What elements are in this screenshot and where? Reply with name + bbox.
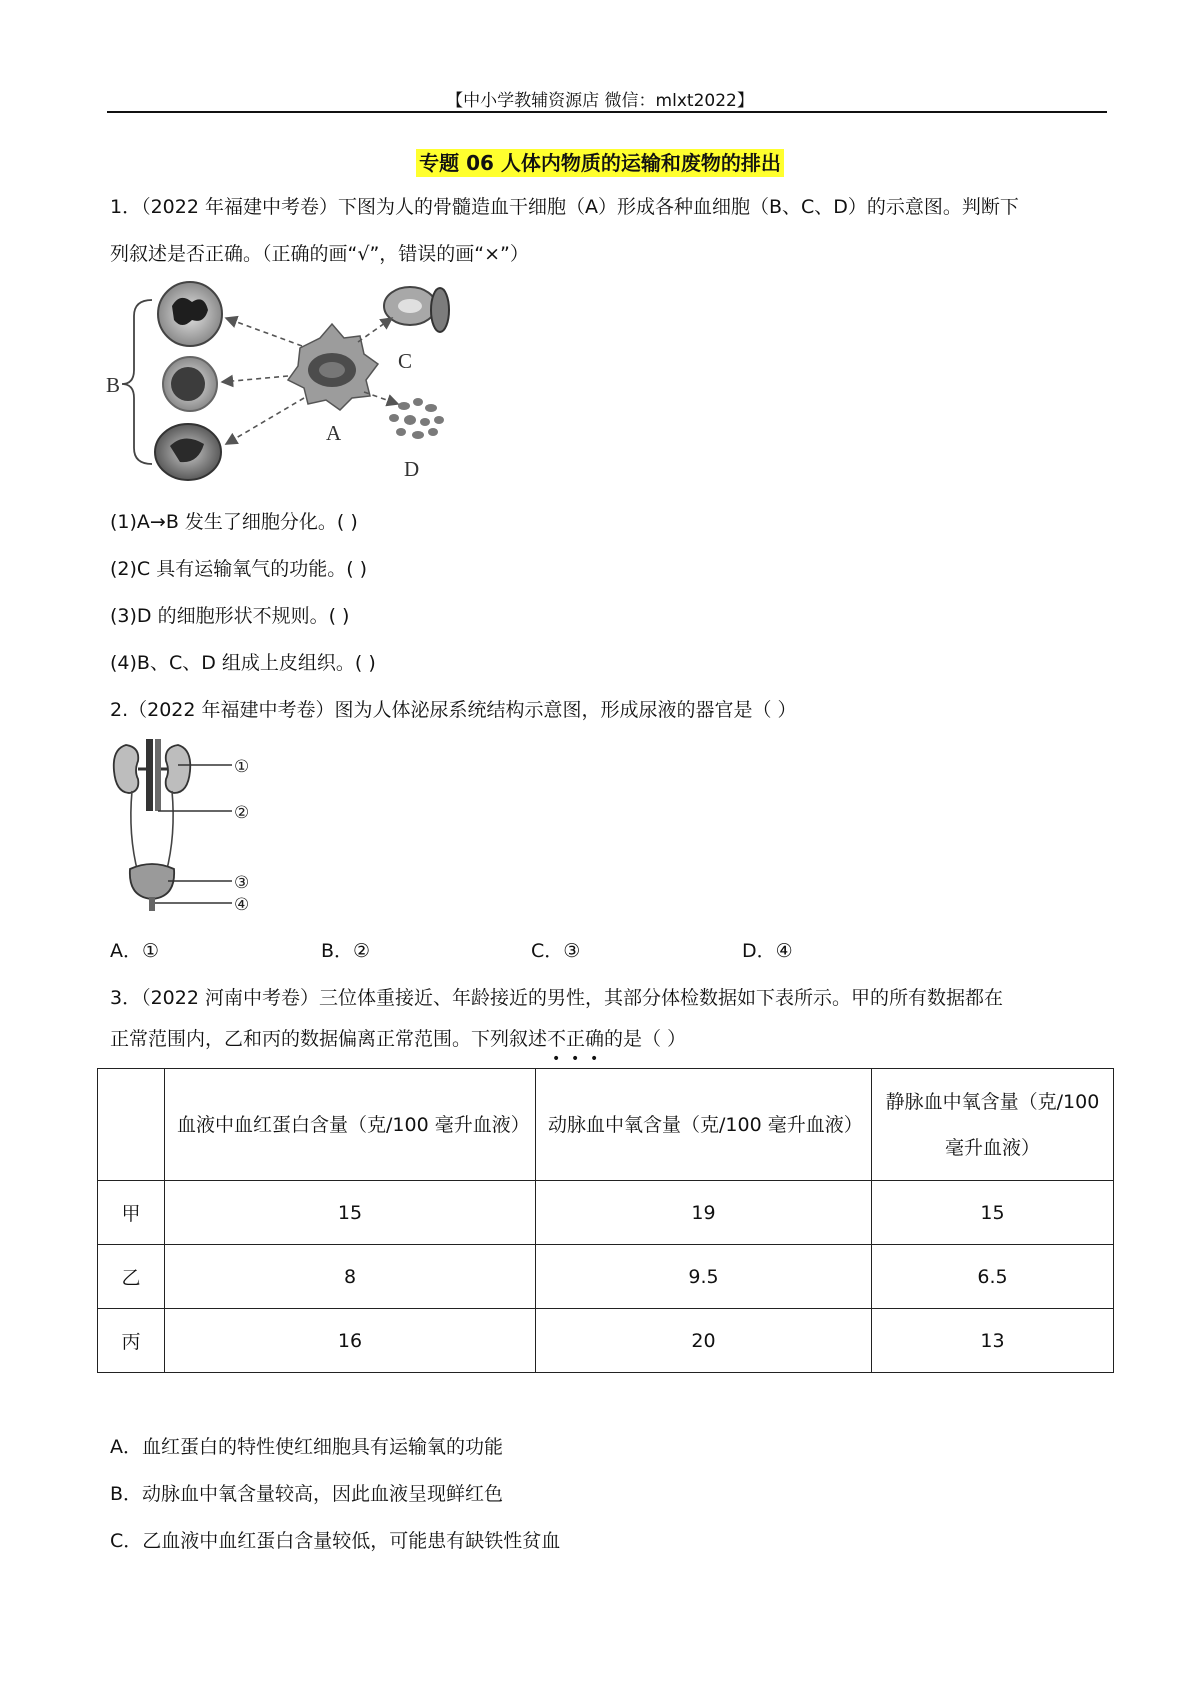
table-header-cell: 静脉血中氧含量（克/100 毫升血液） [872,1069,1114,1181]
table-cell: 15 [165,1181,536,1245]
q1-item-4: (4)B、C、D 组成上皮组织。( ) [110,652,376,674]
title-wrapper [0,147,1200,176]
q1-stem-line1: 1．（2022 年福建中考卷）下图为人的骨髓造血干细胞（A）形成各种血细胞（B、C、D）的示意图。判断下 [110,196,1019,218]
urethra [149,897,155,911]
q3-stem-line2-post: 的是（ ） [604,1028,687,1050]
table-cell: 20 [536,1309,872,1373]
label-2: ② [234,803,250,823]
emphasis-dot: • [590,1051,599,1067]
label-4: ④ [234,895,250,915]
q3-option-c: C．乙血液中血红蛋白含量较低，可能患有缺铁性贫血 [110,1530,561,1552]
q3-emphasis-text: 不正确 [547,1028,605,1050]
table-cell: 丙 [98,1309,165,1373]
table-row [98,1181,1114,1245]
q3-stem-line1: 3．（2022 河南中考卷）三位体重接近、年龄接近的男性，其部分体检数据如下表所示。甲的所有数据都在 [110,987,1003,1009]
white-cell-neutrophil [158,282,222,346]
page-header: 【中小学教辅资源店 微信：mlxt2022】 [446,91,754,111]
table-cell: 8 [165,1245,536,1309]
emphasis-dot: • [552,1051,561,1067]
q3-option-a: A．血红蛋白的特性使红细胞具有运输氧的功能 [110,1436,503,1458]
table-cell: 甲 [98,1181,165,1245]
label-3: ③ [234,873,250,893]
table-row [98,1245,1114,1309]
q2-option-d: D．④ [742,940,793,962]
q3-stem-line2 [110,1024,687,1067]
q1-item-3: (3)D 的细胞形状不规则。( ) [110,605,350,627]
white-cell-lymphocyte [163,357,217,411]
red-blood-cell-c [384,287,449,332]
table-cell: 乙 [98,1245,165,1309]
urinary-system-figure [108,735,268,913]
table-cell: 19 [536,1181,872,1245]
label-b: B [106,373,121,397]
table-cell: 6.5 [872,1245,1114,1309]
table-cell: 16 [165,1309,536,1373]
platelets-d [389,398,444,439]
label-a: A [326,421,342,445]
header-divider [107,111,1107,113]
table-cell: 13 [872,1309,1114,1373]
q1-item-1: (1)A→B 发生了细胞分化。( ) [110,511,358,533]
table-header-row [98,1069,1114,1181]
q3-option-b: B．动脉血中氧含量较高，因此血液呈现鲜红色 [110,1483,504,1505]
q3-stem-line2-pre: 正常范围内，乙和丙的数据偏离正常范围。下列叙述 [110,1028,548,1050]
table-header-cell: 动脉血中氧含量（克/100 毫升血液） [536,1069,872,1181]
white-cell-monocyte [155,424,221,480]
label-d: D [404,457,420,481]
table-header-cell [98,1069,165,1181]
emphasis-dot: • [571,1051,580,1067]
great-vessels [138,739,168,811]
bladder [130,864,174,899]
q3-emphasis-wrapper [547,1028,605,1067]
label-1: ① [234,757,250,777]
table-cell: 9.5 [536,1245,872,1309]
group-brace [122,300,152,464]
q1-stem-line2: 列叙述是否正确。（正确的画“√”，错误的画“×”） [110,243,529,265]
q2-option-c: C．③ [531,940,581,962]
q2-option-a: A．① [110,940,160,962]
q1-item-2: (2)C 具有运输氧气的功能。( ) [110,558,368,580]
stem-cell-a [288,324,378,410]
table-header-cell: 血液中血红蛋白含量（克/100 毫升血液） [165,1069,536,1181]
table-row [98,1309,1114,1373]
q2-option-b: B．② [321,940,371,962]
blood-cell-formation-figure [108,280,488,485]
table-cell: 15 [872,1181,1114,1245]
label-c: C [398,349,413,373]
document-title: 专题 06 人体内物质的运输和废物的排出 [416,149,784,177]
q2-stem: 2.（2022 年福建中考卷）图为人体泌尿系统结构示意图，形成尿液的器官是（ ） [110,699,797,721]
health-data-table [97,1068,1114,1373]
